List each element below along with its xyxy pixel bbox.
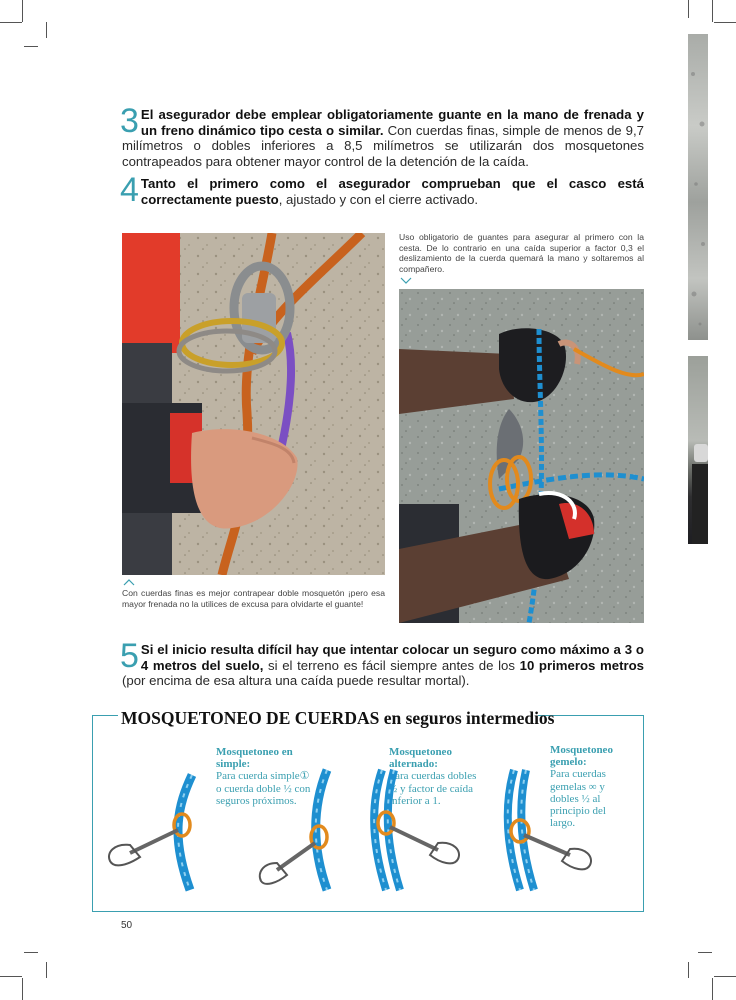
sidebar-climber-image bbox=[688, 356, 708, 544]
label-heading: Mosquetoneo gemelo: bbox=[550, 744, 613, 769]
crop-mark bbox=[712, 0, 713, 22]
step-number: 5 bbox=[120, 637, 139, 675]
label-body: Para cuerda simple① o cuerda doble ½ con seguros próximos. bbox=[216, 770, 311, 807]
label-body: Para cuerdas gemelas ∞ y dobles ½ al principio del largo. bbox=[550, 768, 606, 830]
crop-mark bbox=[714, 22, 736, 23]
paragraph-bold-text: Si el inicio resulta difícil hay que intentar colocar un seguro como máximo a 3 o 4 metros del suelo, bbox=[140, 642, 644, 673]
label-heading: Mosquetoneo alternado: bbox=[389, 746, 452, 771]
chevron-down-icon bbox=[400, 277, 412, 284]
crop-mark bbox=[0, 22, 22, 23]
crop-mark bbox=[712, 978, 713, 1000]
paragraph-text: , ajustado y con el cierre activado. bbox=[278, 191, 479, 207]
crop-mark bbox=[714, 976, 736, 977]
paragraph-bold-text-2: 10 primeros metros bbox=[519, 657, 645, 673]
chevron-up-icon bbox=[123, 579, 135, 586]
illustration-simple-clipping-2 bbox=[255, 765, 355, 895]
paragraph-text: Con cuerdas finas, simple de menos de 9,7 milímetros o dobles inferiores a 8,5 milímetros se utilizarán dos mosquetones contrapeados para obtener mayor control de la detención de la caída. bbox=[122, 122, 644, 169]
paragraph-3 bbox=[120, 102, 644, 169]
info-box-title-bold: MOSQUETONEO DE CUERDAS bbox=[121, 708, 380, 728]
crop-mark bbox=[24, 952, 38, 953]
info-box-title-rest: en seguros intermedios bbox=[379, 708, 555, 728]
crop-mark bbox=[688, 0, 689, 18]
info-box-top-border-left bbox=[92, 715, 118, 716]
crop-mark bbox=[688, 962, 689, 978]
paragraph-bold-text: Tanto el primero como el asegurador comprueban que el casco está correctamente puesto bbox=[140, 176, 644, 207]
page-number: 50 bbox=[121, 920, 133, 931]
photo-belay-device-double-carabiner bbox=[122, 233, 385, 575]
illustration-alternado-clipping bbox=[360, 765, 470, 895]
illustration-simple-clipping bbox=[100, 765, 220, 895]
crop-mark bbox=[22, 0, 23, 22]
sidebar-rock-image-top bbox=[688, 34, 708, 340]
photo-gloved-belayer bbox=[399, 289, 644, 623]
crop-mark bbox=[46, 22, 47, 38]
step-number: 3 bbox=[120, 102, 139, 140]
paragraph-text-2: (por encima de esa altura una caída puede resultar mortal). bbox=[122, 673, 470, 689]
paragraph-bold-text: El asegurador debe emplear obligatoriamente guante en la mano de frenada y un freno dinámico tipo cesta o similar. bbox=[140, 107, 644, 138]
step-number: 4 bbox=[120, 171, 139, 209]
label-heading: Mosquetoneo en simple: bbox=[216, 746, 293, 771]
crop-mark bbox=[24, 46, 38, 47]
paragraph-4 bbox=[120, 171, 644, 209]
crop-mark bbox=[698, 952, 712, 953]
paragraph-5 bbox=[120, 637, 645, 689]
crop-mark bbox=[46, 962, 47, 978]
paragraph-text: si el terreno es fácil siempre antes de los bbox=[263, 657, 520, 673]
crop-mark bbox=[22, 978, 23, 1000]
label-body: Para cuerdas dobles ½ y factor de caída inferior a 1. bbox=[389, 770, 477, 807]
crop-mark bbox=[0, 976, 22, 977]
illustration-gemelo-clipping bbox=[490, 765, 610, 895]
caption-right-photo: Uso obligatorio de guantes para asegurar al primero con la cesta. De lo contrario en una caída superior a factor 0,3 el deslizamiento de la cuerda quemará la mano y soltaremos al compañero. bbox=[399, 232, 644, 274]
caption-left-photo: Con cuerdas finas es mejor contrapear doble mosquetón ¡pero esa mayor frenada no la utilices de excusa para olvidarte el guante! bbox=[122, 588, 385, 609]
info-box-title bbox=[121, 708, 555, 729]
